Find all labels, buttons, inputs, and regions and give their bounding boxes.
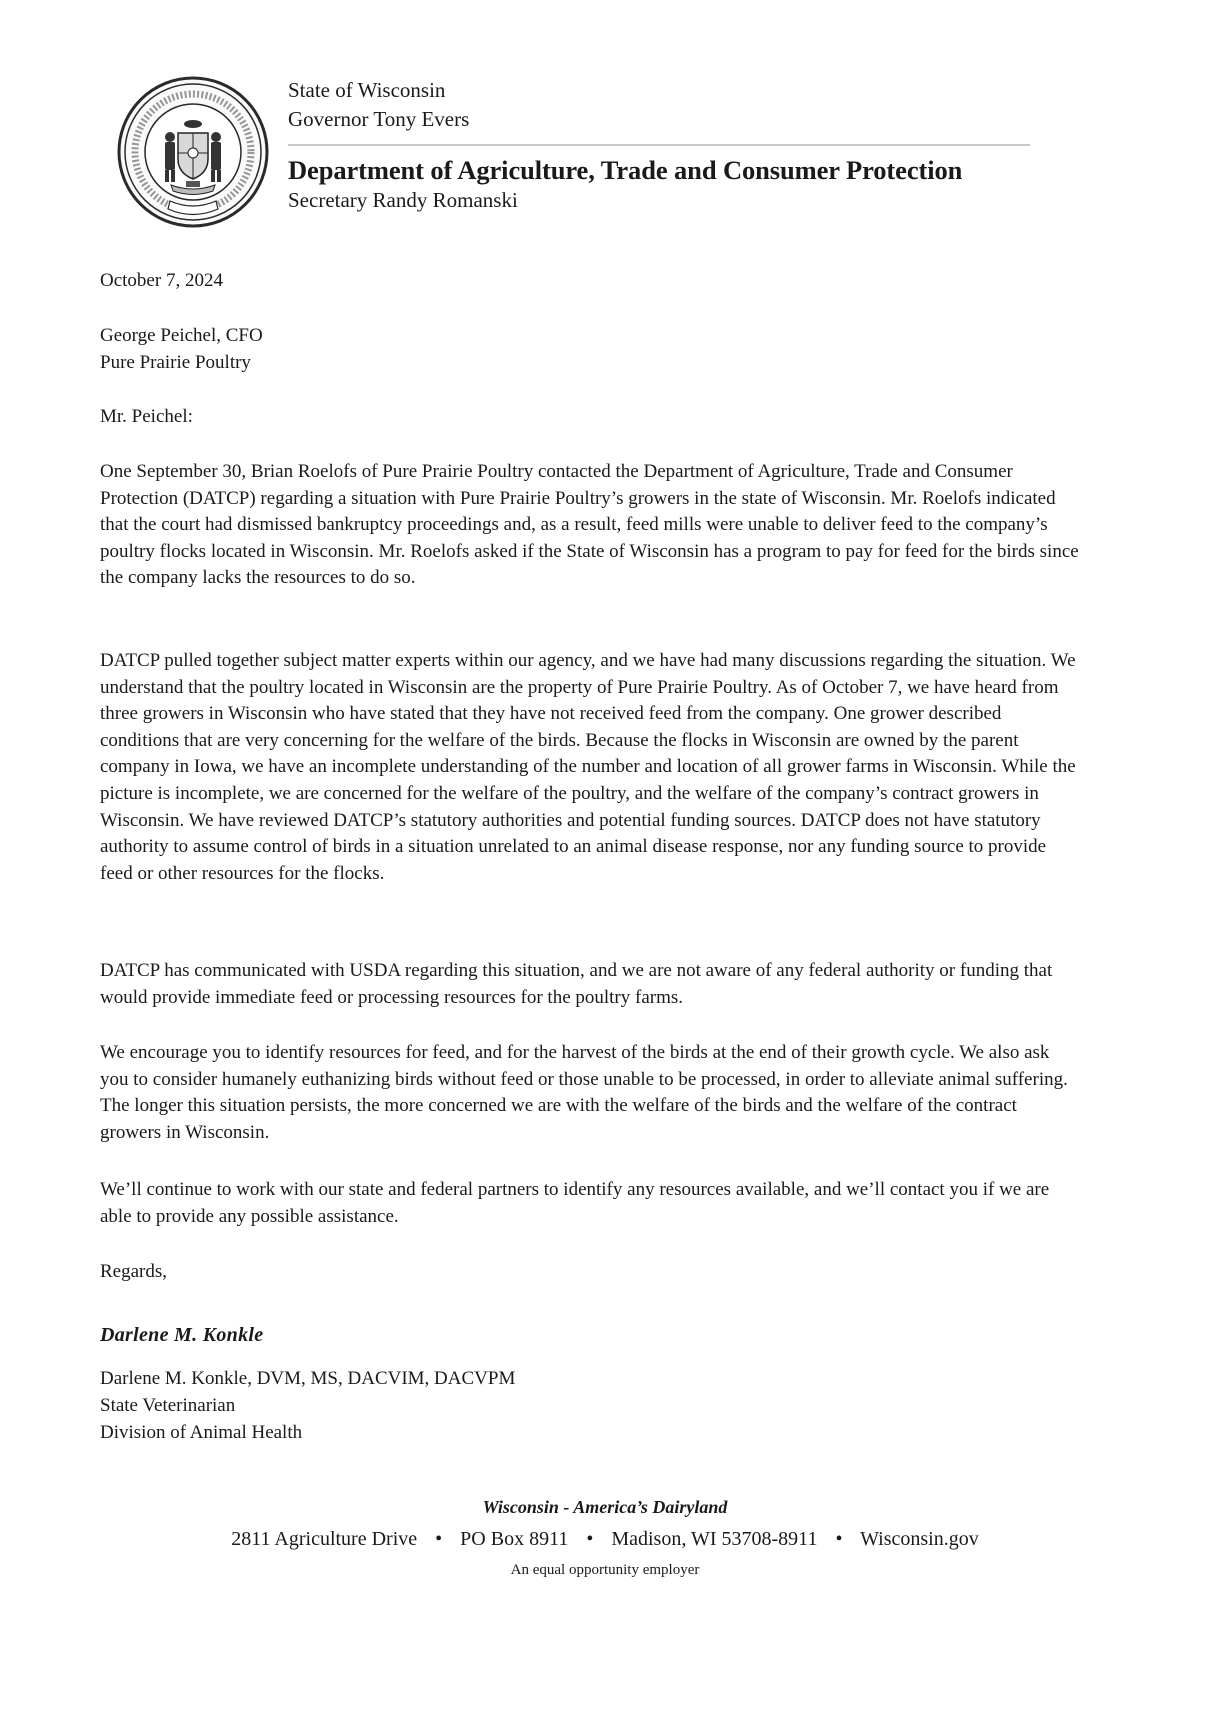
signer-name: Darlene M. Konkle, DVM, MS, DACVIM, DACVPM [100, 1368, 516, 1389]
footer-street: 2811 Agriculture Drive [231, 1528, 418, 1550]
letterhead-divider [288, 144, 1030, 146]
letterhead [288, 76, 1030, 215]
letter-date: October 7, 2024 [100, 270, 223, 291]
recipient-company: Pure Prairie Poultry [100, 352, 251, 373]
governor-name: Governor Tony Evers [288, 107, 470, 131]
body-paragraph-1: One September 30, Brian Roelofs of Pure Prairie Poultry contacted the Department of Agriculture, Trade and Consumer Protection (DATCP) regarding a situation with Pure Prairie Poultry’s growers in the state of Wisconsin. Mr. Roelofs indicated that the court had dismissed bankruptcy proceedings and, as a result, feed mills were unable to deliver feed to the company’s poultry flocks located in Wisconsin. Mr. Roelofs asked if the State of Wisconsin has a program to pay for feed for the birds since the company lacks the resources to do so. [100, 461, 1079, 589]
footer-address [0, 1528, 1210, 1551]
footer-separator: • [435, 1528, 443, 1550]
signature: Darlene M. Konkle [100, 1324, 264, 1346]
secretary-name: Secretary Randy Romanski [288, 188, 518, 212]
salutation: Mr. Peichel: [100, 406, 193, 427]
signer-division: Division of Animal Health [100, 1422, 303, 1443]
footer-po-box: PO Box 8911 [460, 1528, 569, 1550]
footer-separator: • [586, 1528, 594, 1550]
recipient-name: George Peichel, CFO [100, 325, 263, 346]
footer-website: Wisconsin.gov [860, 1528, 979, 1550]
closing: Regards, [100, 1261, 168, 1282]
footer-separator: • [835, 1528, 843, 1550]
body-paragraph-4: We encourage you to identify resources for feed, and for the harvest of the birds at the end of their growth cycle. We also ask you to consider humanely euthanizing birds without feed or those unable to be processed, in order to alleviate animal suffering. The longer this situation persists, the more concerned we are with the welfare of the birds and the welfare of the contract growers in Wisconsin. [100, 1042, 1068, 1143]
wisconsin-datcp-seal-icon [116, 75, 270, 229]
body-paragraph-5: We’ll continue to work with our state and federal partners to identify any resources available, and we’ll contact you if we are able to provide any possible assistance. [100, 1179, 1050, 1227]
footer-eoe: An equal opportunity employer [510, 1562, 700, 1578]
department-name: Department of Agriculture, Trade and Consumer Protection [288, 155, 963, 185]
body-paragraph-3: DATCP has communicated with USDA regarding this situation, and we are not aware of any federal authority or funding that would provide immediate feed or processing resources for the poultry farms. [100, 960, 1053, 1008]
footer-city: Madison, WI 53708-8911 [611, 1528, 818, 1550]
body-paragraph-2: DATCP pulled together subject matter experts within our agency, and we have had many discussions regarding the situation. We understand that the poultry located in Wisconsin are the property of Pure Prairie Poultry. As of October 7, we have heard from three growers in Wisconsin who have stated that they have not received feed from the company. One grower described conditions that are very concerning for the welfare of the birds. Because the flocks in Wisconsin are owned by the parent company in Iowa, we have an incomplete understanding of the number and location of all grower farms in Wisconsin. While the picture is incomplete, we are concerned for the welfare of the poultry, and the welfare of the company’s contract growers in Wisconsin. We have reviewed DATCP’s statutory authorities and potential funding sources. DATCP does not have statutory authority to assume control of birds in a situation unrelated to an animal disease response, nor any funding source to provide feed or other resources for the flocks. [100, 650, 1076, 884]
state-name: State of Wisconsin [288, 78, 446, 102]
signer-title: State Veterinarian [100, 1395, 236, 1416]
footer-motto: Wisconsin - America’s Dairyland [482, 1497, 728, 1517]
